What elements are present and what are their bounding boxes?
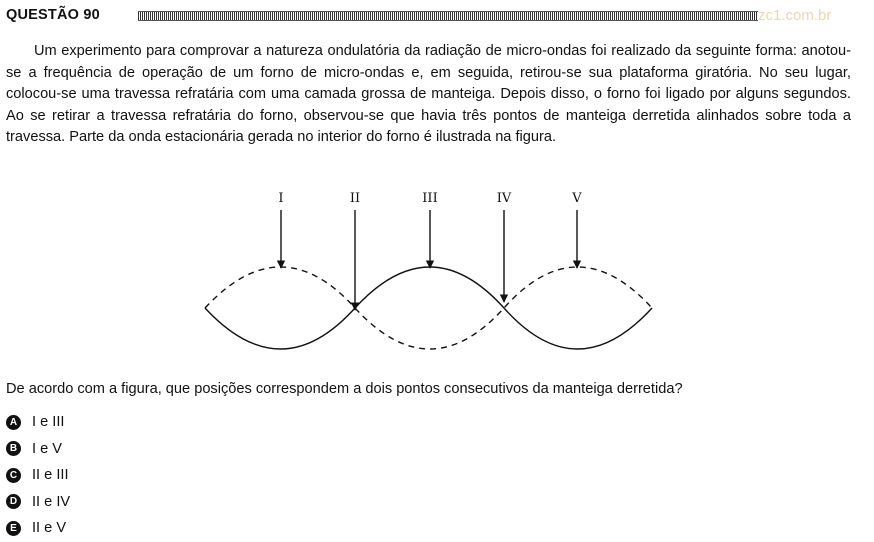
position-label-iii: III	[422, 191, 438, 206]
answer-options	[6, 409, 70, 542]
option-text: II e IV	[32, 493, 71, 510]
question-number: QUESTÃO 90	[6, 7, 100, 23]
standing-wave-figure	[190, 182, 670, 362]
option-text: II e V	[32, 520, 67, 537]
question-statement: Um experimento para comprovar a natureza ondulatória da radiação de micro-ondas foi realizado da seguinte forma: anotou-se a frequência de operação de um forno de micro-ondas e, em seguida, retirou-se sua plataforma giratória. No seu lugar, colocou-se uma travessa refratária com uma camada grossa de manteiga. Depois disso, o forno foi ligado por alguns segundos. Ao se retirar a travessa refratária do forno, observou-se que havia três pontos de manteiga derretida alinhados sobre toda a travessa. Parte da onda estacionária gerada no interior do forno é ilustrada na figura.	[6, 43, 851, 146]
option-letter-badge: B	[6, 441, 21, 456]
position-label-iv: IV	[496, 191, 512, 206]
position-label-i: I	[278, 191, 284, 206]
option-text: II e III	[32, 467, 69, 484]
option-c[interactable]	[6, 462, 70, 489]
option-letter-badge: D	[6, 494, 21, 509]
option-letter-badge: C	[6, 468, 21, 483]
header-decorative-bar	[138, 11, 758, 21]
option-b[interactable]	[6, 436, 70, 463]
option-text: I e III	[32, 414, 65, 431]
question-prompt: De acordo com a figura, que posições correspondem a dois pontos consecutivos da manteiga derretida?	[6, 381, 683, 397]
standing-wave-solid-curve	[205, 267, 652, 349]
option-d[interactable]	[6, 489, 70, 516]
option-letter-badge: A	[6, 415, 21, 430]
position-label-v: V	[572, 191, 582, 206]
option-a[interactable]	[6, 409, 70, 436]
option-letter-badge: E	[6, 521, 21, 536]
option-text: I e V	[32, 440, 63, 457]
watermark: zc1.com.br	[758, 7, 832, 24]
position-label-ii: II	[349, 191, 361, 206]
question-header	[6, 6, 868, 26]
standing-wave-dashed-curve	[205, 267, 652, 349]
